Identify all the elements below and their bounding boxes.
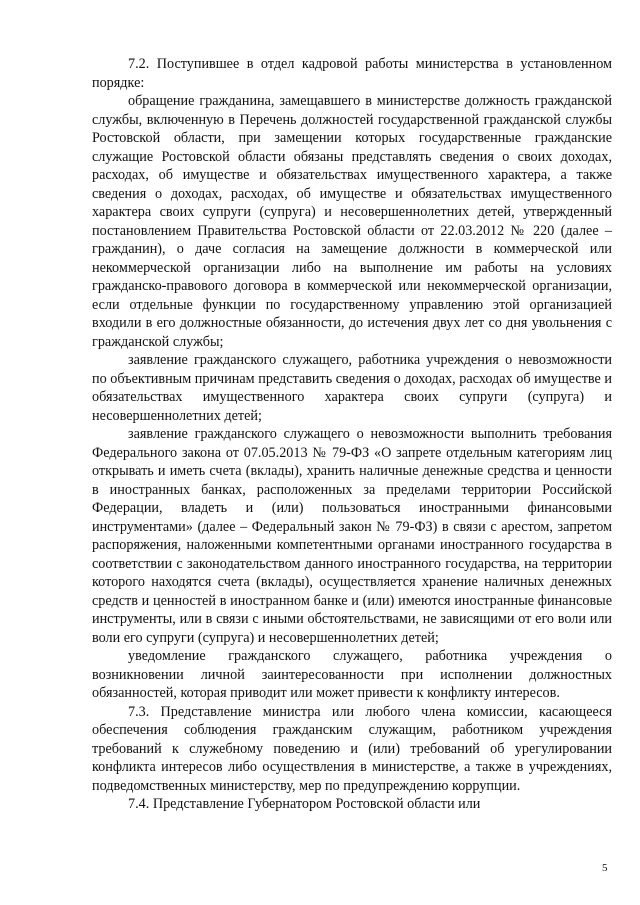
paragraph-7-4: 7.4. Представление Губернатором Ростовской области или [128,796,481,812]
paragraph-7-2-intro: 7.2. Поступившее в отдел кадровой работы министерства в установленном порядке: [92,56,612,91]
document-page [92,55,612,814]
paragraph-citizen-appeal: обращение гражданина, замещавшего в министерстве должность гражданской службы, включенную в Перечень должностей государственной гражданской службы Ростовской области, при замещении которых государственные гражданские служащие Ростовской области обязаны представлять сведения о своих доходах, расходах, об имуществе и обязательствах имущественного характера, а также сведения о доходах, расходах, об имуществе и обязательствах имущественного характера своих супруги (супруга) и несовершеннолетних детей, утвержденный постановлением Правительства Ростовской области от 22.03.2012 № 220 (далее – гражданин), о даче согласия на замещение должности в коммерческой или некоммерческой организации либо на выполнение им работы на условиях гражданско-правового договора в коммерческой или некоммерческой организации, если отдельные функции по государственному управлению этой организацией входили в его должностные обязанности, до истечения двух лет со дня увольнения с гражданской службы; [92,93,612,350]
paragraph-income-statement: заявление гражданского служащего, работника учреждения о невозможности по объективным причинам представить сведения о доходах, расходах об имуществе и обязательствах имущественного характера своих супруги (супруга) и несовершеннолетних детей; [92,352,612,424]
paragraph-foreign-accounts: заявление гражданского служащего о невозможности выполнить требования Федерального закона от 07.05.2013 № 79-ФЗ «О запрете отдельным категориям лиц открывать и иметь счета (вклады), хранить наличные денежные средства и ценности в иностранных банках, расположенных за пределами территории Российской Федерации, владеть и (или) пользоваться иностранными финансовыми инструментами» (далее – Федеральный закон № 79-ФЗ) в связи с арестом, запретом распоряжения, наложенными компетентными органами иностранного государства в соответствии с законодательством данного иностранного государства, на территории которого находятся счета (вклады), осуществляется хранение наличных денежных средств и ценностей в иностранном банке и (или) имеются иностранные финансовые инструменты, или в связи с иными обстоятельствами, не зависящими от его воли или воли его супруги (супруга) и несовершеннолетних детей; [92,426,612,646]
page-number: 5 [602,862,608,874]
paragraph-conflict-notice: уведомление гражданского служащего, работника учреждения о возникновении личной заинтересованности при исполнении должностных обязанностей, которая приводит или может привести к конфликту интересов. [92,648,612,701]
paragraph-7-3: 7.3. Представление министра или любого члена комиссии, касающееся обеспечения соблюдения гражданским служащим, работником учреждения требований к служебному поведению и (или) требований об урегулировании конфликта интересов либо осуществления в министерстве, а также в учреждениях, подведомственных министерству, мер по предупреждению коррупции. [92,703,612,794]
